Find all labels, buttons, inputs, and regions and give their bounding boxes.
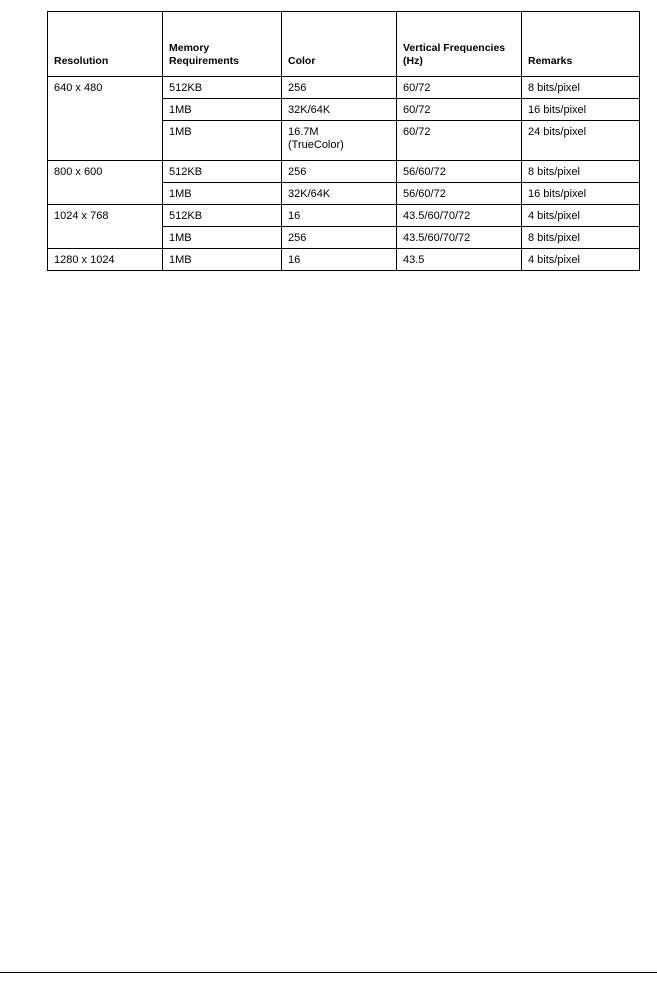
cell-memory: 1MB (163, 183, 282, 205)
cell-color-line-2: (TrueColor) (288, 139, 344, 151)
cell-remarks: 24 bits/pixel (522, 121, 640, 161)
cell-resolution: 1280 x 1024 (48, 249, 163, 271)
cell-memory: 1MB (163, 99, 282, 121)
cell-vertical-frequencies: 60/72 (397, 121, 522, 161)
header-color: Color (282, 12, 397, 77)
cell-vertical-frequencies: 56/60/72 (397, 161, 522, 183)
cell-vertical-frequencies: 60/72 (397, 77, 522, 99)
cell-memory: 1MB (163, 227, 282, 249)
cell-color: 16 (282, 249, 397, 271)
cell-memory: 512KB (163, 161, 282, 183)
cell-vertical-frequencies: 60/72 (397, 99, 522, 121)
cell-color: 256 (282, 77, 397, 99)
cell-remarks: 4 bits/pixel (522, 205, 640, 227)
cell-resolution: 800 x 600 (48, 161, 163, 205)
cell-color: 16 (282, 205, 397, 227)
cell-vertical-frequencies: 43.5 (397, 249, 522, 271)
cell-remarks: 8 bits/pixel (522, 227, 640, 249)
cell-vertical-frequencies: 43.5/60/70/72 (397, 205, 522, 227)
cell-color: 256 (282, 227, 397, 249)
cell-memory: 1MB (163, 249, 282, 271)
cell-color (282, 121, 397, 161)
cell-vertical-frequencies: 43.5/60/70/72 (397, 227, 522, 249)
table-row (48, 161, 640, 183)
video-modes-table (47, 11, 640, 271)
cell-memory: 512KB (163, 205, 282, 227)
cell-vertical-frequencies: 56/60/72 (397, 183, 522, 205)
header-remarks: Remarks (522, 12, 640, 77)
cell-resolution: 640 x 480 (48, 77, 163, 161)
cell-color: 256 (282, 161, 397, 183)
cell-remarks: 4 bits/pixel (522, 249, 640, 271)
header-memory-requirements: Memory Requirements (163, 12, 282, 77)
table-header-row (48, 12, 640, 77)
cell-remarks: 16 bits/pixel (522, 183, 640, 205)
header-vertical-frequencies: Vertical Frequencies (Hz) (397, 12, 522, 77)
cell-memory: 512KB (163, 77, 282, 99)
cell-color: 32K/64K (282, 99, 397, 121)
cell-memory: 1MB (163, 121, 282, 161)
cell-remarks: 16 bits/pixel (522, 99, 640, 121)
cell-color-line-1: 16.7M (288, 126, 319, 138)
table-row (48, 249, 640, 271)
table-row (48, 77, 640, 99)
header-resolution: Resolution (48, 12, 163, 77)
footer-divider (0, 972, 657, 973)
cell-color: 32K/64K (282, 183, 397, 205)
cell-remarks: 8 bits/pixel (522, 77, 640, 99)
cell-remarks: 8 bits/pixel (522, 161, 640, 183)
cell-resolution: 1024 x 768 (48, 205, 163, 249)
table-row (48, 205, 640, 227)
